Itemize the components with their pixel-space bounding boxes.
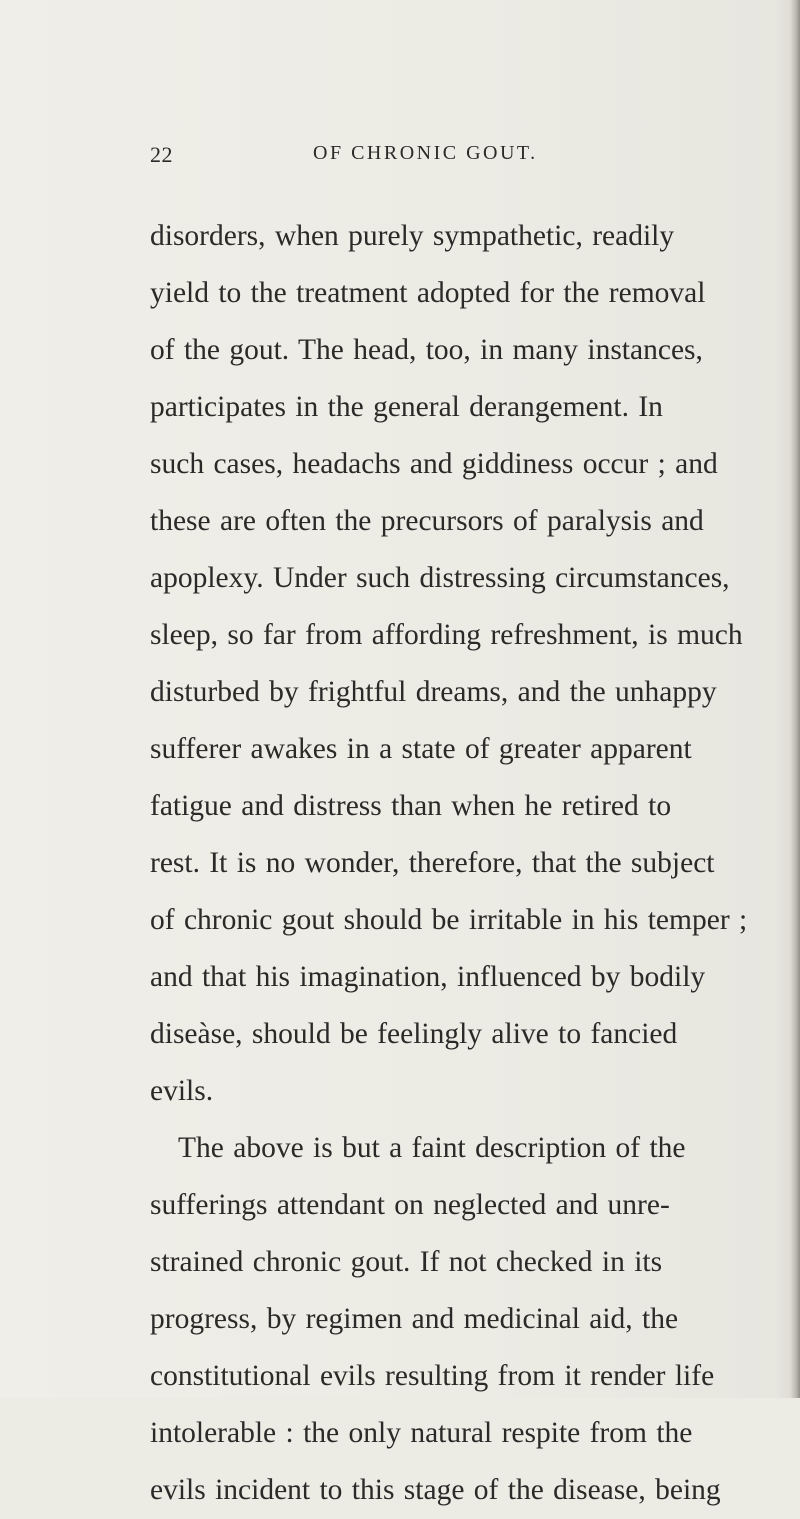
text-line: progress, by regimen and medicinal aid, the — [150, 1303, 679, 1335]
text-line: evils incident to this stage of the disease, being — [150, 1474, 721, 1506]
text-line: intolerable : the only natural respite from the — [150, 1417, 693, 1449]
running-title: OF CHRONIC GOUT. — [313, 142, 538, 164]
text-line: diseàse, should be feelingly alive to fancied — [150, 1018, 678, 1050]
text-line: and that his imagination, influenced by bodily — [150, 961, 706, 993]
text-line: rest. It is no wonder, therefore, that the subject — [150, 847, 715, 879]
text-line: sufferings attendant on neglected and unre- — [150, 1189, 670, 1221]
text-line: constitutional evils resulting from it render life — [150, 1360, 715, 1392]
text-line: evils. — [150, 1075, 214, 1107]
text-line: these are often the precursors of paralysis and — [150, 505, 704, 537]
text-line: of chronic gout should be irritable in his temper ; — [150, 904, 748, 936]
page-number: 22 — [150, 142, 173, 167]
body-text — [150, 208, 790, 1519]
text-line: strained chronic gout. If not checked in its — [150, 1246, 663, 1278]
text-line: sleep, so far from affording refreshment, is much — [150, 619, 743, 651]
running-head — [150, 142, 790, 172]
text-line: The above is but a faint description of the — [178, 1132, 686, 1164]
text-line: such cases, headachs and giddiness occur ; and — [150, 448, 718, 480]
text-line: participates in the general derangement. In — [150, 391, 663, 423]
text-line: apoplexy. Under such distressing circumstances, — [150, 562, 730, 594]
text-line: disorders, when purely sympathetic, readily — [150, 220, 675, 252]
text-line: fatigue and distress than when he retired to — [150, 790, 672, 822]
text-line: disturbed by frightful dreams, and the unhappy — [150, 676, 717, 708]
text-line: yield to the treatment adopted for the removal — [150, 277, 706, 309]
text-line: of the gout. The head, too, in many instances, — [150, 334, 703, 366]
text-line: sufferer awakes in a state of greater apparent — [150, 733, 692, 765]
page-edge-shadow — [790, 0, 800, 1398]
